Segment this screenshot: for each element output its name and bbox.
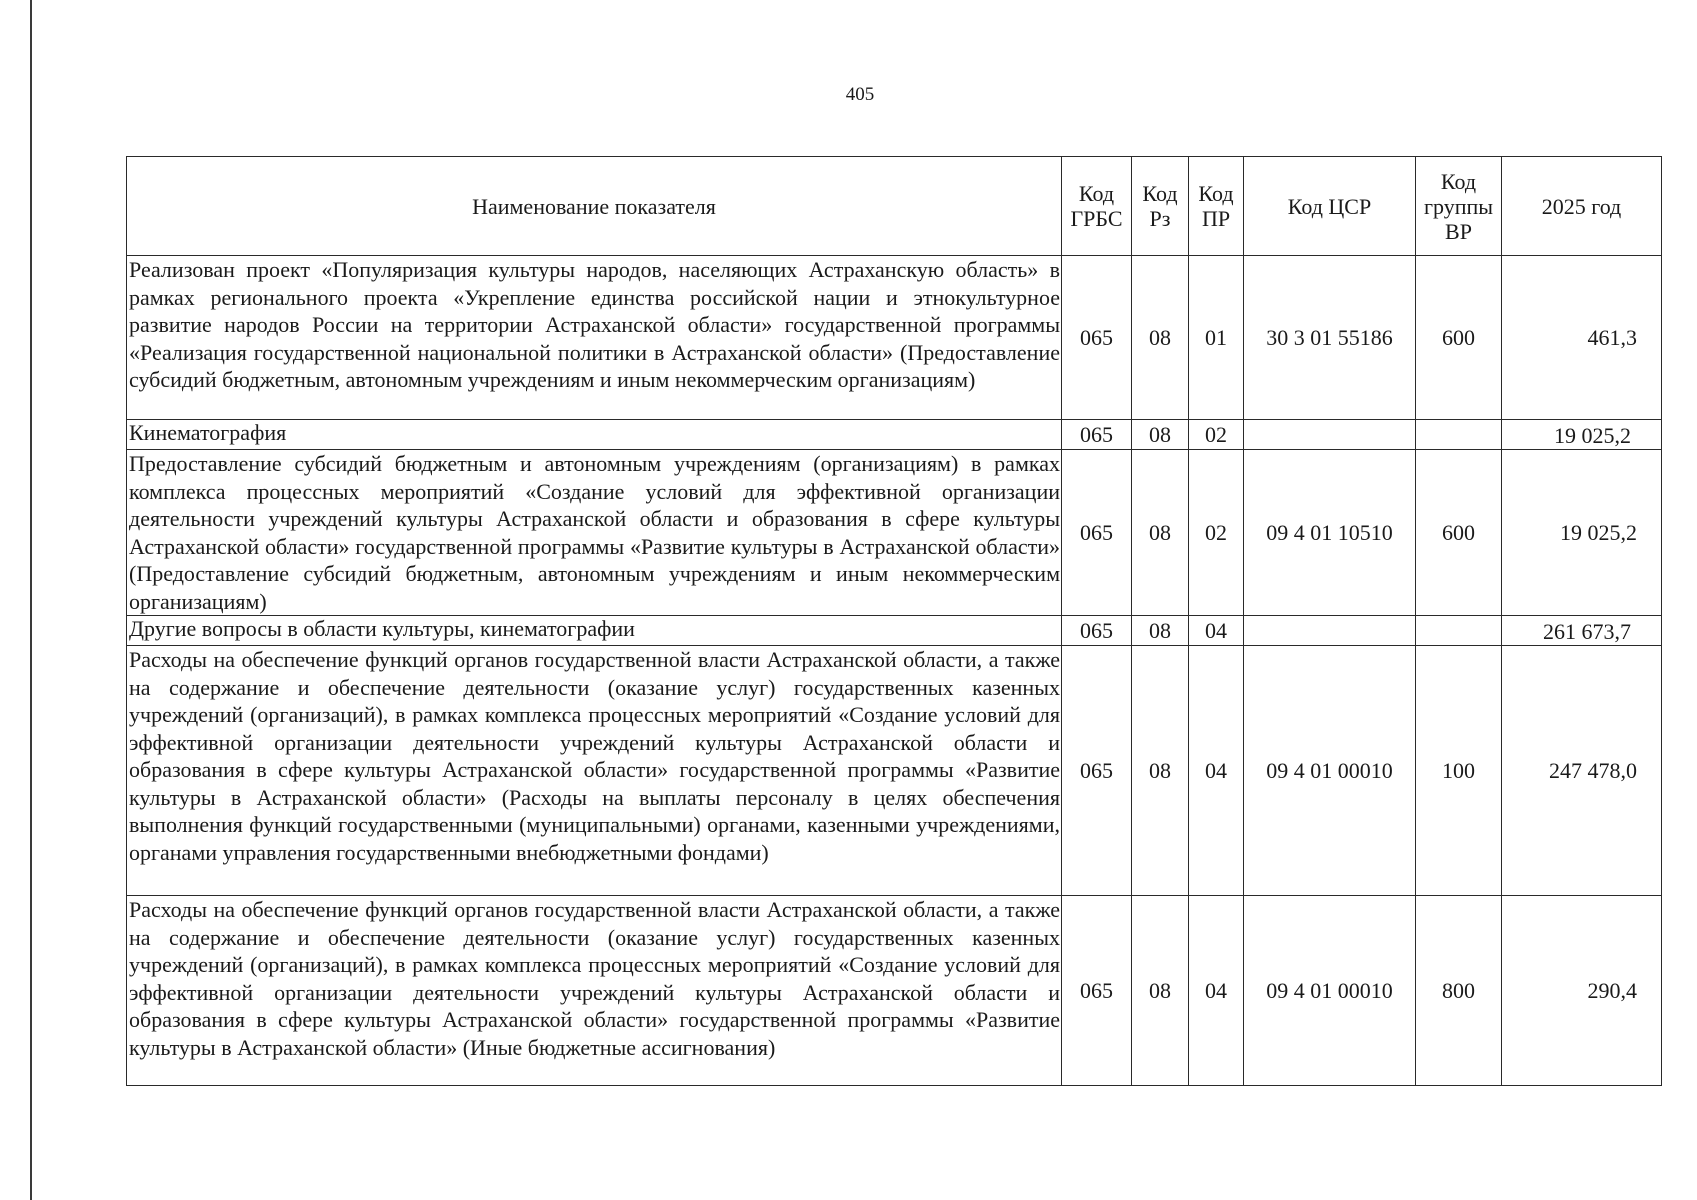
table-header-row — [127, 157, 1662, 256]
row-amount: 247 478,0 — [1502, 646, 1662, 896]
row-pr: 02 — [1189, 450, 1244, 616]
row-amount: 461,3 — [1502, 256, 1662, 420]
budget-table — [126, 156, 1662, 1086]
row-csr: 09 4 01 00010 — [1244, 646, 1416, 896]
row-amount: 290,4 — [1502, 896, 1662, 1086]
row-rz: 08 — [1132, 420, 1189, 450]
row-rz: 08 — [1132, 616, 1189, 646]
row-amount: 19 025,2 — [1502, 450, 1662, 616]
row-name: Другие вопросы в области культуры, кинематографии — [127, 616, 1062, 646]
row-csr — [1244, 616, 1416, 646]
header-name: Наименование показателя — [127, 157, 1062, 256]
table-row — [127, 646, 1662, 896]
row-name: Расходы на обеспечение функций органов государственной власти Астраханской области, а также на содержание и обеспечение деятельности (оказание услуг) государственных казенных учреждений (организаций), в рамках комплекса процессных мероприятий «Создание условий для эффективной организации деятельности учреждений культуры Астраханской области и образования в сфере культуры Астраханской области» государственной программы «Развитие культуры в Астраханской области» (Расходы на выплаты персоналу в целях обеспечения выполнения функций государственными (муниципальными) органами, казенными учреждениями, органами управления государственными внебюджетными фондами) — [127, 646, 1062, 896]
row-csr: 09 4 01 00010 — [1244, 896, 1416, 1086]
row-pr: 04 — [1189, 616, 1244, 646]
header-rz: Код Рз — [1132, 157, 1189, 256]
table-row — [127, 256, 1662, 420]
header-vr: Код группы ВР — [1416, 157, 1502, 256]
header-grbs: Код ГРБС — [1062, 157, 1132, 256]
row-grbs: 065 — [1062, 616, 1132, 646]
row-vr: 800 — [1416, 896, 1502, 1086]
header-pr: Код ПР — [1189, 157, 1244, 256]
row-amount: 19 025,2 — [1502, 420, 1662, 450]
row-vr: 600 — [1416, 256, 1502, 420]
row-rz: 08 — [1132, 896, 1189, 1086]
header-year: 2025 год — [1502, 157, 1662, 256]
row-pr: 02 — [1189, 420, 1244, 450]
page-number: 405 — [845, 84, 875, 105]
table-row — [127, 616, 1662, 646]
row-name: Реализован проект «Популяризация культуры народов, населяющих Астраханскую область» в рамках регионального проекта «Укрепление единства российской нации и этнокультурное развитие народов России на территории Астраханской области» государственной программы «Реализация государственной национальной политики в Астраханской области» (Предоставление субсидий бюджетным, автономным учреждениям и иным некоммерческим организациям) — [127, 256, 1062, 420]
row-vr — [1416, 420, 1502, 450]
header-csr: Код ЦСР — [1244, 157, 1416, 256]
row-csr: 09 4 01 10510 — [1244, 450, 1416, 616]
row-vr: 100 — [1416, 646, 1502, 896]
row-grbs: 065 — [1062, 450, 1132, 616]
row-amount: 261 673,7 — [1502, 616, 1662, 646]
row-name: Расходы на обеспечение функций органов государственной власти Астраханской области, а также на содержание и обеспечение деятельности (оказание услуг) государственных казенных учреждений (организаций), в рамках комплекса процессных мероприятий «Создание условий для эффективной организации деятельности учреждений культуры Астраханской области и образования в сфере культуры Астраханской области» государственной программы «Развитие культуры в Астраханской области» (Иные бюджетные ассигнования) — [127, 896, 1062, 1086]
row-grbs: 065 — [1062, 896, 1132, 1086]
binding-margin-line — [30, 0, 32, 1200]
row-pr: 01 — [1189, 256, 1244, 420]
row-pr: 04 — [1189, 896, 1244, 1086]
row-csr — [1244, 420, 1416, 450]
row-name: Кинематография — [127, 420, 1062, 450]
row-name: Предоставление субсидий бюджетным и автономным учреждениям (организациям) в рамках комплекса процессных мероприятий «Создание условий для эффективной организации деятельности учреждений культуры Астраханской области и образования в сфере культуры Астраханской области» государственной программы «Развитие культуры в Астраханской области» (Предоставление субсидий бюджетным, автономным учреждениям и иным некоммерческим организациям) — [127, 450, 1062, 616]
table-row — [127, 450, 1662, 616]
table-row — [127, 420, 1662, 450]
row-grbs: 065 — [1062, 646, 1132, 896]
row-vr — [1416, 616, 1502, 646]
row-vr: 600 — [1416, 450, 1502, 616]
row-grbs: 065 — [1062, 256, 1132, 420]
row-rz: 08 — [1132, 256, 1189, 420]
row-rz: 08 — [1132, 646, 1189, 896]
table-row — [127, 896, 1662, 1086]
row-pr: 04 — [1189, 646, 1244, 896]
row-grbs: 065 — [1062, 420, 1132, 450]
row-csr: 30 3 01 55186 — [1244, 256, 1416, 420]
row-rz: 08 — [1132, 450, 1189, 616]
